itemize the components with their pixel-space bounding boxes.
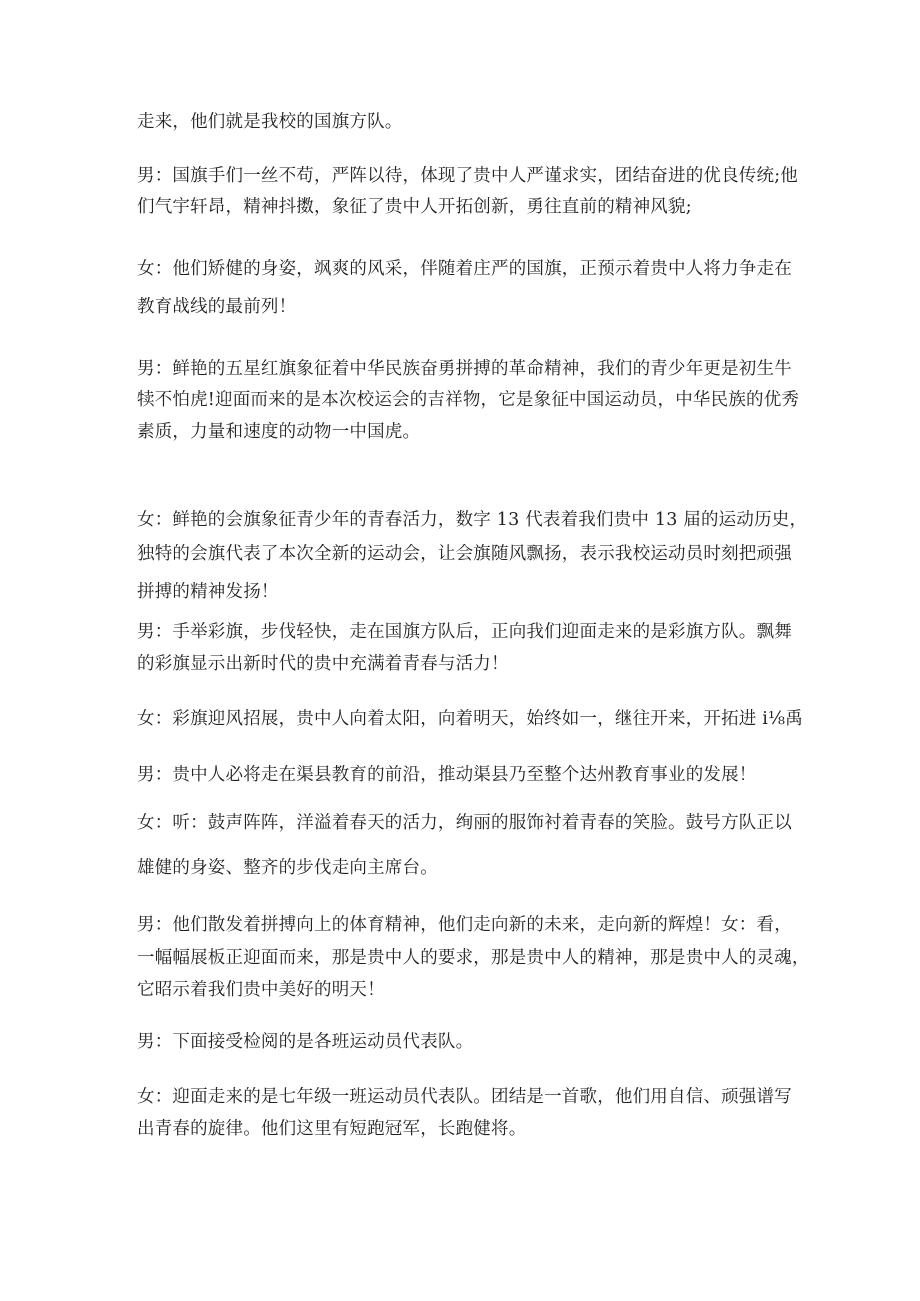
text-line: 独特的会旗代表了本次全新的运动会，让会旗随风飘扬，表示我校运动员时刻把顽强 — [137, 544, 792, 564]
text-line: 女：听：鼓声阵阵，洋溢着春天的活力，绚丽的服饰衬着青春的笑脸。鼓号方队正以 — [137, 813, 792, 833]
text-line: 男：贵中人必将走在渠县教育的前沿，推动渠县乃至整个达州教育事业的发展！ — [137, 765, 757, 785]
text-line: 的彩旗显示出新时代的贵中充满着青春与活力！ — [137, 654, 509, 674]
text-line: 走来，他们就是我校的国旗方队。 — [137, 112, 403, 132]
text-line: 一幅幅展板正迎面而来，那是贵中人的要求，那是贵中人的精神，那是贵中人的灵魂， — [137, 948, 810, 968]
text-line: 出青春的旋律。他们这里有短跑冠军，长跑健将。 — [137, 1119, 527, 1139]
text-line: 男：手举彩旗，步伐轻快，走在国旗方队后，正向我们迎面走来的是彩旗方队。飘舞 — [137, 622, 792, 642]
text-line: 男：鲜艳的五星红旗象征着中华民族奋勇拼搏的革命精神，我们的青少年更是初生牛 — [137, 359, 792, 379]
text-line: 教育战线的最前列！ — [137, 297, 297, 317]
text-line: 们气宇轩昂，精神抖擞，象征了贵中人开拓创新，勇往直前的精神风貌; — [137, 197, 692, 217]
text-line: 女：迎面走来的是七年级一班运动员代表队。团结是一首歌，他们用自信、顽强谱写 — [137, 1087, 792, 1107]
text-line: 它昭示着我们贵中美好的明天！ — [137, 980, 385, 1000]
text-line: 拼搏的精神发扬！ — [137, 582, 279, 602]
text-line: 女：彩旗迎风招展，贵中人向着太阳，向着明天，始终如一，继往开来，开拓进 i⅛禹 — [137, 709, 803, 729]
text-line: 犊不怕虎!迎面而来的是本次校运会的吉祥物，它是象征中国运动员，中华民族的优秀 — [137, 390, 800, 410]
text-line: 女：鲜艳的会旗象征青少年的青春活力，数字 13 代表着我们贵中 13 届的运动历史， — [137, 510, 808, 530]
text-line: 女：他们矫健的身姿，飒爽的风采，伴随着庄严的国旗，正预示着贵中人将力争走在 — [137, 259, 792, 279]
text-line: 男：国旗手们一丝不苟，严阵以待，体现了贵中人严谨求实，团结奋进的优良传统;他 — [137, 166, 798, 186]
text-line: 男：下面接受检阅的是各班运动员代表队。 — [137, 1032, 474, 1052]
text-line: 素质，力量和速度的动物一中国虎。 — [137, 422, 421, 442]
text-line: 男：他们散发着拼搏向上的体育精神，他们走向新的未来，走向新的辉煌！女：看， — [137, 915, 792, 935]
text-line: 雄健的身姿、整齐的步伐走向主席台。 — [137, 858, 438, 878]
